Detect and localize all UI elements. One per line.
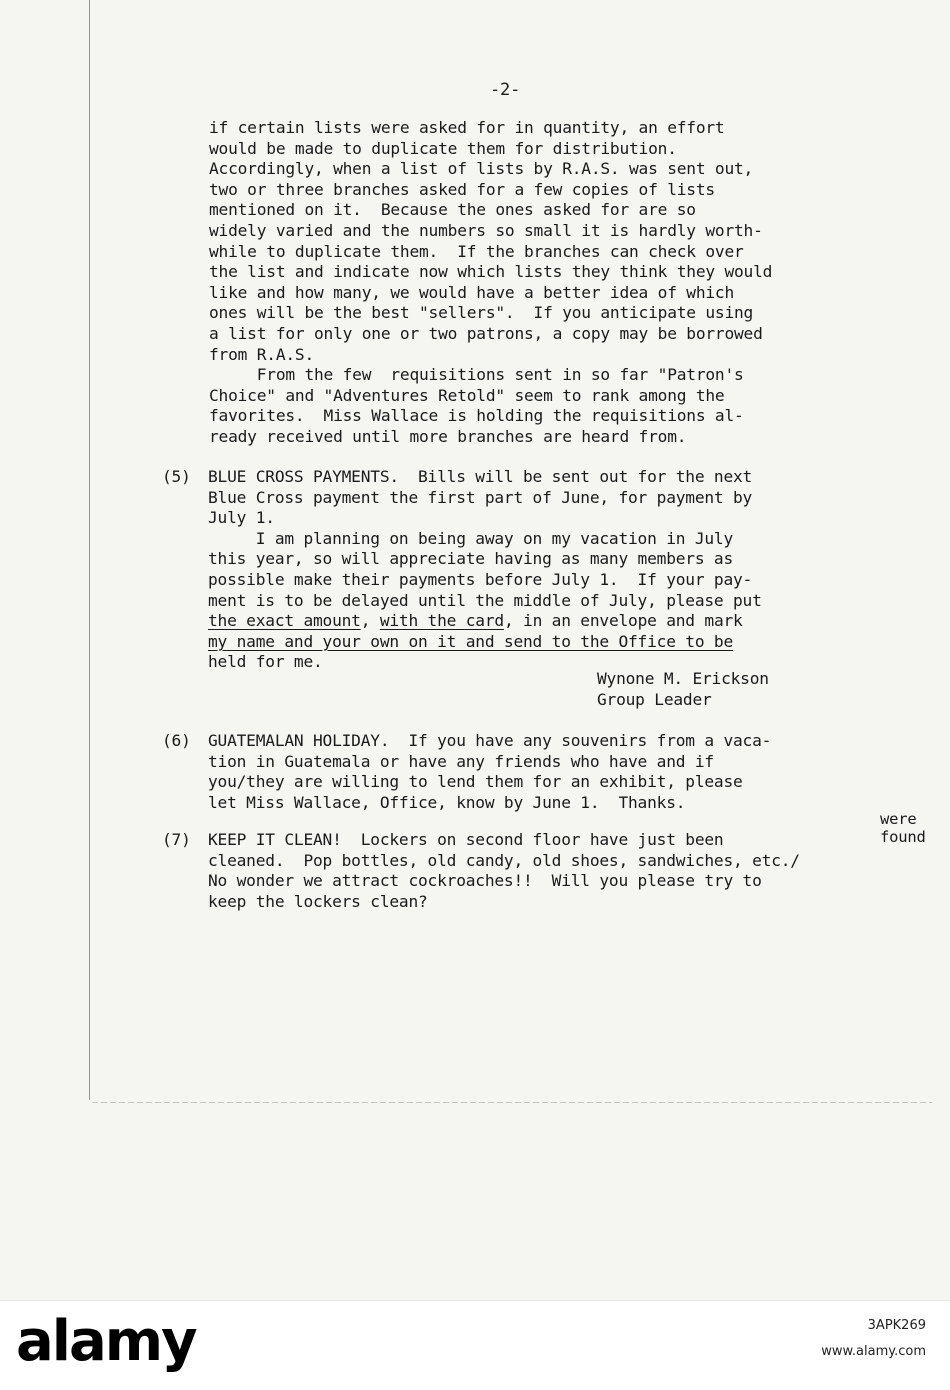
text-line: GUATEMALAN HOLIDAY. If you have any souvenirs from a vaca- [208, 731, 772, 750]
signature-name: Wynone M. Erickson [597, 669, 769, 688]
text-line: mentioned on it. Because the ones asked for are so [209, 200, 696, 220]
text-line: widely varied and the numbers so small it is hardly worth- [209, 220, 763, 240]
text-line: if certain lists were asked for in quantity, an effort [209, 118, 725, 137]
text-line: Accordingly, when a list of lists by R.A.S. was sent out, [209, 159, 754, 179]
underlined-text: my name and your own on it and send to the Office to be [208, 631, 734, 651]
text-line: keep the lockers clean? [208, 891, 428, 911]
text-line: No wonder we attract cockroaches!! Will you please try to [208, 871, 762, 891]
text-line: KEEP IT CLEAN! Lockers on second floor have just been [208, 830, 724, 849]
image-id: 3APK269 [867, 1318, 926, 1333]
margin-note-line: found [880, 828, 926, 846]
underlined-text: with the card [379, 611, 504, 631]
text-line: let Miss Wallace, Office, know by June 1. Thanks. [208, 792, 686, 812]
margin-note-line: were [880, 810, 917, 828]
page-bottom-edge [92, 1102, 932, 1103]
item-number: (7) [162, 830, 191, 849]
text-line: July 1. [208, 508, 275, 528]
text-fragment: , in an envelope and mark [503, 611, 743, 631]
text-line: from R.A.S. [209, 344, 315, 364]
text-fragment: , [360, 611, 380, 631]
text-line: From the few requisitions sent in so far "Patron's [209, 365, 744, 385]
alamy-logo: alamy [16, 1309, 196, 1374]
item-number: (5) [162, 467, 191, 486]
watermark-url: www.alamy.com [821, 1344, 926, 1359]
text-line: Choice" and "Adventures Retold" seem to rank among the [209, 385, 725, 405]
text-line: ones will be the best "sellers". If you anticipate using [209, 303, 754, 323]
lists-paragraph [209, 118, 772, 448]
text-line: would be made to duplicate them for distribution. [209, 138, 677, 158]
page-number: -2- [490, 80, 521, 100]
text-line: a list for only one or two patrons, a copy may be borrowed [209, 323, 763, 343]
text-line: ready received until more branches are heard from. [209, 426, 687, 446]
text-line: tion in Guatemala or have any friends who have and if [208, 751, 714, 771]
text-line: while to duplicate them. If the branches can check over [209, 241, 744, 261]
text-line: like and how many, we would have a better idea of which [209, 282, 735, 302]
page-edge-line [89, 0, 90, 1100]
text-line: favorites. Miss Wallace is holding the requisitions al- [209, 406, 744, 426]
text-line: this year, so will appreciate having as many members as [208, 549, 734, 569]
margin-insertion-note [880, 810, 926, 846]
text-line: Blue Cross payment the first part of June, for payment by [208, 487, 753, 507]
blue-cross-paragraph [208, 467, 762, 673]
text-line: I am planning on being away on my vacation in July [208, 528, 734, 548]
guatemalan-holiday-paragraph [208, 731, 771, 813]
watermark-divider [0, 1300, 950, 1301]
text-line: held for me. [208, 652, 323, 672]
keep-it-clean-paragraph [208, 830, 800, 912]
text-line: cleaned. Pop bottles, old candy, old shoes, sandwiches, etc./ [208, 850, 800, 870]
text-line: you/they are willing to lend them for an exhibit, please [208, 772, 743, 792]
text-line: possible make their payments before July 1. If your pay- [208, 569, 753, 589]
underlined-text: the exact amount [208, 611, 361, 631]
item-number: (6) [162, 731, 191, 750]
signature-block [597, 669, 769, 710]
text-line: two or three branches asked for a few copies of lists [209, 179, 715, 199]
text-line: the list and indicate now which lists they think they would [209, 262, 773, 282]
text-line: ment is to be delayed until the middle of July, please put [208, 590, 762, 610]
signature-title: Group Leader [597, 689, 712, 709]
text-line: BLUE CROSS PAYMENTS. Bills will be sent out for the next [208, 467, 753, 486]
